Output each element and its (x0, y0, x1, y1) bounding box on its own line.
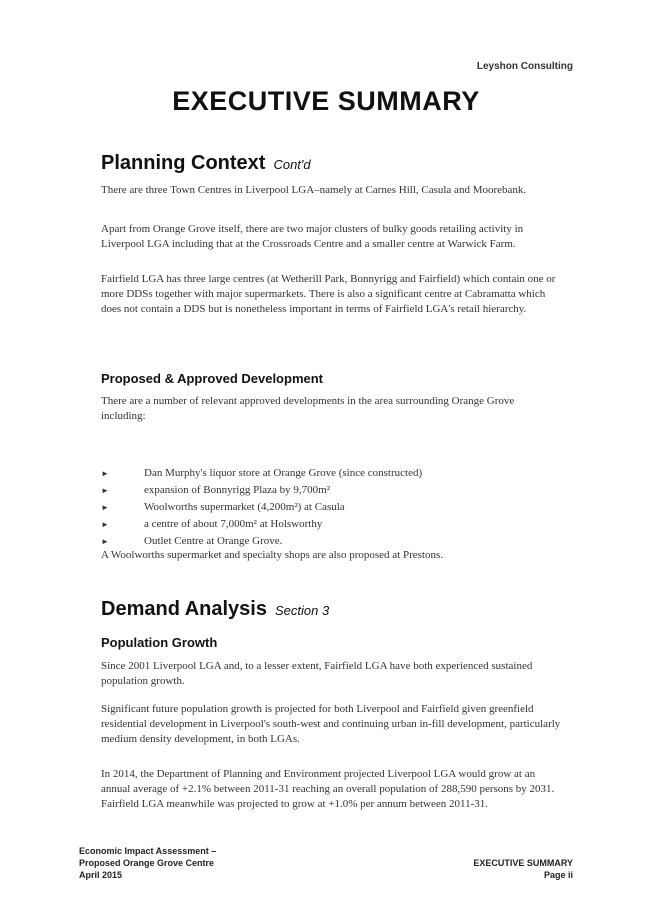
footer-page-info (473, 857, 573, 881)
demand-analysis-subtitle: Section 3 (275, 603, 330, 618)
bullet-icon: ► (101, 503, 109, 512)
footer-line: April 2015 (79, 870, 123, 880)
list-item-text: a centre of about 7,000m² at Holsworthy (144, 518, 323, 530)
footer-line: Economic Impact Assessment – (79, 846, 217, 856)
proposed-development-heading: Proposed & Approved Development (101, 371, 323, 386)
list-item (101, 517, 422, 534)
paragraph: Since 2001 Liverpool LGA and, to a lesser extent, Fairfield LGA have both experienced sustained population growth. (101, 660, 533, 687)
list-item-text: expansion of Bonnyrigg Plaza by 9,700m² (144, 484, 330, 496)
page-title: EXECUTIVE SUMMARY (172, 86, 480, 116)
paragraph: There are a number of relevant approved developments in the area surrounding Orange Grove including: (101, 395, 515, 422)
bullet-icon: ► (101, 537, 109, 546)
population-growth-heading: Population Growth (101, 635, 218, 650)
footer-document-info (79, 845, 216, 881)
list-item (101, 466, 422, 483)
list-item (101, 483, 422, 500)
paragraph: In 2014, the Department of Planning and Environment projected Liverpool LGA would grow at an annual average of +2.1% between 2011-31 reaching an overall population of 288,590 persons by 2031. Fairfield LGA meanwhile was projected to grow at +1.0% per annum between 2011-31. (101, 768, 555, 810)
paragraph: There are three Town Centres in Liverpool LGA–namely at Carnes Hill, Casula and Moorebank. (101, 184, 527, 196)
paragraph: Fairfield LGA has three large centres (at Wetherill Park, Bonnyrigg and Fairfield) which contain one or more DDSs together with major supermarkets. There is also a significant centre at Cabramatta which does not contain a DDS but is nonetheless important in terms of Fairfield LGA's retail hierarchy. (101, 273, 556, 315)
paragraph: Apart from Orange Grove itself, there are two major clusters of bulky goods retailing activity in Liverpool LGA including that at the Crossroads Centre and a smaller centre at Warwick Farm. (101, 223, 524, 250)
page-number: Page ii (543, 870, 573, 880)
paragraph: A Woolworths supermarket and specialty shops are also proposed at Prestons. (101, 549, 443, 561)
list-item-text: Dan Murphy's liquor store at Orange Grove (since constructed) (144, 467, 423, 479)
list-item (101, 500, 422, 517)
development-list (101, 466, 422, 551)
footer-line: Proposed Orange Grove Centre (79, 858, 215, 868)
header-organization: Leyshon Consulting (476, 61, 573, 72)
list-item-text: Woolworths supermarket (4,200m²) at Casula (144, 501, 345, 513)
demand-analysis-heading (101, 598, 329, 621)
paragraph: Significant future population growth is projected for both Liverpool and Fairfield given greenfield residential development in Liverpool's south-west and continuing urban in-fill development, particularly medium density development, in both LGAs. (101, 703, 561, 745)
planning-context-subtitle: Cont'd (273, 157, 311, 172)
footer-section: EXECUTIVE SUMMARY (473, 858, 573, 868)
planning-context-title: Planning Context (101, 152, 266, 174)
bullet-icon: ► (101, 486, 109, 495)
bullet-icon: ► (101, 520, 109, 529)
bullet-icon: ► (101, 469, 109, 478)
demand-analysis-title: Demand Analysis (101, 598, 267, 620)
planning-context-heading (101, 152, 311, 175)
list-item-text: Outlet Centre at Orange Grove. (144, 535, 283, 547)
